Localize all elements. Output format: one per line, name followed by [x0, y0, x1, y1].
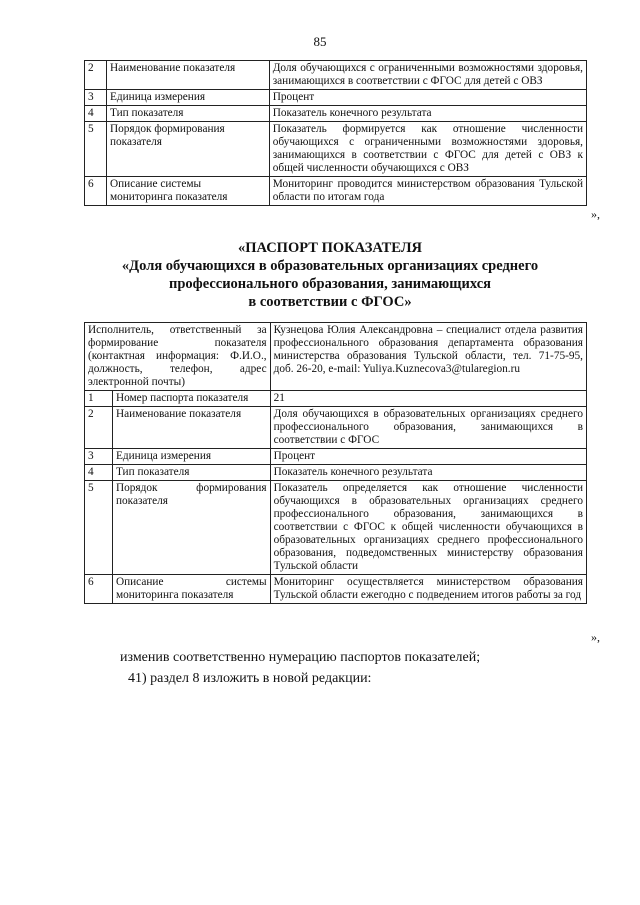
row-label: Описание системы мониторинга показателя: [112, 575, 270, 604]
row-value: Показатель определяется как отношение численности обучающихся в образовательных организациях среднего профессионального образования, занимающихся в соответствии с ФГОС к общей численности обучающихся в образовательных организациях среднего профессионального образования, подведомственных министерству образования Тульской области: [270, 481, 586, 575]
executor-label: Исполнитель, ответственный за формирование показателя (контактная информация: Ф.И.О., должность, телефон, адрес электронной почты): [85, 323, 271, 391]
row-label: Наименование показателя: [106, 61, 269, 90]
table-row: [85, 575, 587, 604]
passport-title-line: профессионального образования, занимающихся: [169, 276, 491, 292]
row-label: Номер паспорта показателя: [112, 391, 270, 407]
table-row: [85, 177, 587, 206]
page-number: 85: [313, 34, 327, 49]
row-label: Тип показателя: [106, 106, 269, 122]
table-row: [85, 90, 587, 106]
row-value: Мониторинг осуществляется министерством образования Тульской области ежегодно с подведением итогов работы за год: [270, 575, 586, 604]
row-value: Доля обучающихся с ограниченными возможностями здоровья, занимающихся в соответствии с ФГОС для детей с ОВЗ: [269, 61, 586, 90]
passport-title-line: в соответствии с ФГОС»: [248, 294, 412, 310]
row-number: 4: [85, 465, 113, 481]
passport-heading: «ПАСПОРТ ПОКАЗАТЕЛЯ: [237, 240, 423, 256]
row-number: 1: [85, 391, 113, 407]
row-label: Описание системы мониторинга показателя: [106, 177, 269, 206]
row-value: Мониторинг проводится министерством образования Тульской области по итогам года: [269, 177, 586, 206]
top-passport-table: [84, 60, 587, 206]
row-number: 6: [85, 575, 113, 604]
table-row: [85, 449, 587, 465]
row-label: Порядок формирования показателя: [112, 481, 270, 575]
passport-title-line: «Доля обучающихся в образовательных организациях среднего: [121, 258, 539, 274]
table-row: [85, 465, 587, 481]
body-text-line: 41) раздел 8 изложить в новой редакции:: [128, 671, 372, 686]
table-row: [85, 481, 587, 575]
row-number: 6: [85, 177, 107, 206]
closing-quote: »,: [591, 630, 600, 644]
row-number: 2: [85, 61, 107, 90]
row-number: 5: [85, 481, 113, 575]
row-value: Доля обучающихся в образовательных организациях среднего профессионального образования, занимающихся в соответствии с ФГОС: [270, 407, 586, 449]
row-label: Единица измерения: [106, 90, 269, 106]
row-label: Единица измерения: [112, 449, 270, 465]
bottom-passport-table: [84, 322, 587, 604]
table-row: [85, 323, 587, 391]
row-number: 3: [85, 449, 113, 465]
table-row: [85, 61, 587, 90]
row-label: Наименование показателя: [112, 407, 270, 449]
table-row: [85, 391, 587, 407]
row-label: Порядок формирования показателя: [106, 122, 269, 177]
row-value: Показатель формируется как отношение численности обучающихся с ограниченными возможностями здоровья, занимающихся в соответствии с ФГОС для детей с ОВЗ к общей численности обучающихся с ОВЗ: [269, 122, 586, 177]
table-row: [85, 106, 587, 122]
row-number: 5: [85, 122, 107, 177]
body-text-line: изменив соответственно нумерацию паспортов показателей;: [120, 650, 481, 665]
row-number: 3: [85, 90, 107, 106]
row-value: 21: [270, 391, 586, 407]
row-value: Показатель конечного результата: [269, 106, 586, 122]
row-value: Процент: [269, 90, 586, 106]
executor-value: Кузнецова Юлия Александровна – специалист отдела развития профессионального образования департамента образования министерства образования Тульской области, тел. 71-75-95, доб. 26-20, e-mail: Yuliya.Kuznecova3@tularegion.ru: [270, 323, 586, 391]
row-number: 2: [85, 407, 113, 449]
row-value: Показатель конечного результата: [270, 465, 586, 481]
row-label: Тип показателя: [112, 465, 270, 481]
row-value: Процент: [270, 449, 586, 465]
closing-quote: »,: [591, 207, 600, 221]
table-row: [85, 407, 587, 449]
table-row: [85, 122, 587, 177]
row-number: 4: [85, 106, 107, 122]
